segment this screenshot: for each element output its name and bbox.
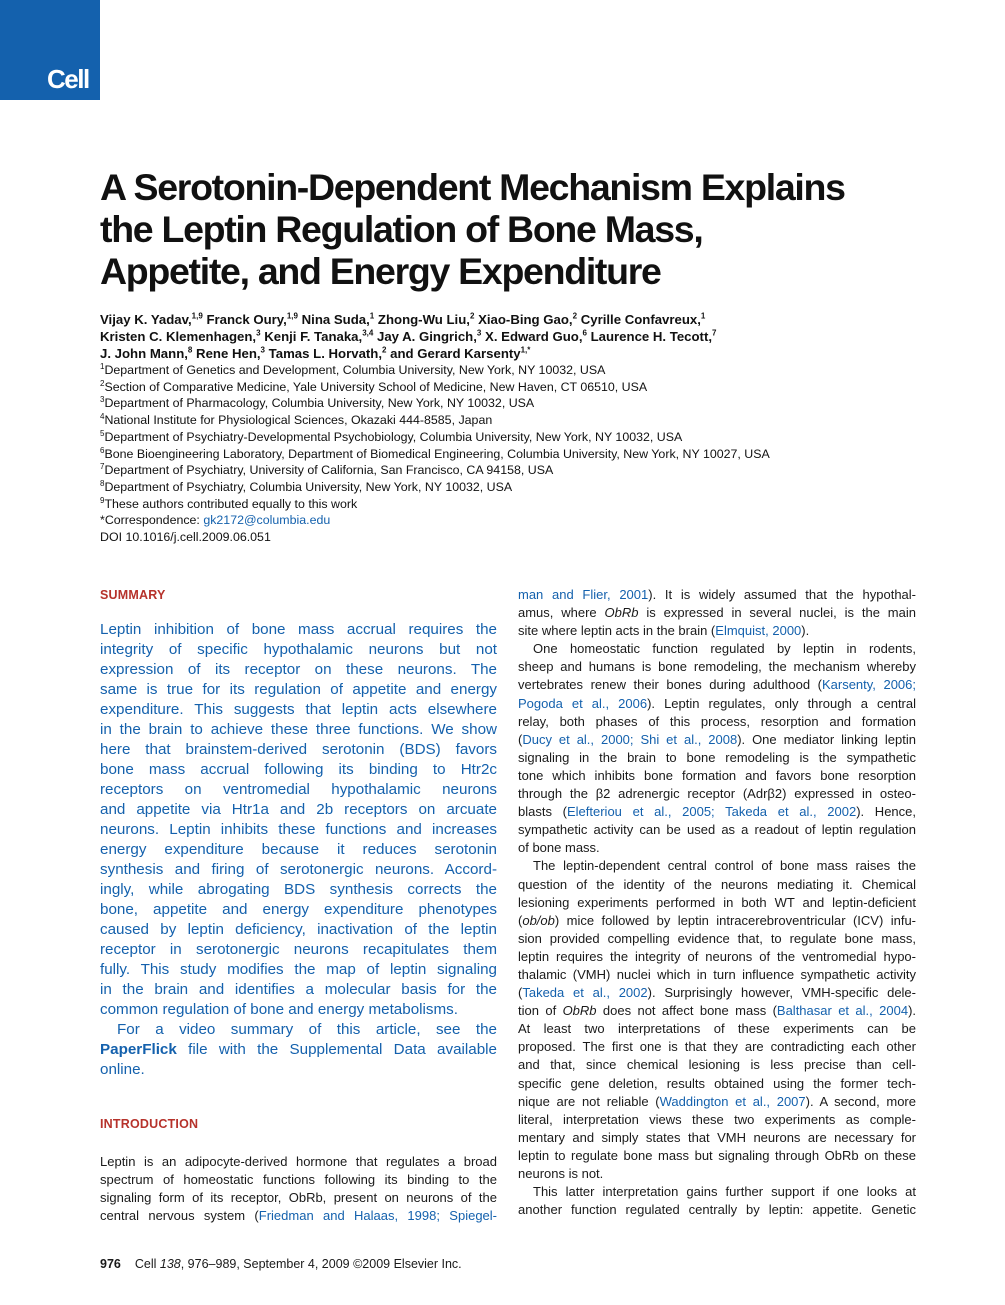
text-run: blasts ( [518, 804, 567, 820]
body-line [518, 676, 916, 694]
author-name: Vijay K. Yadav, [100, 312, 192, 327]
paperflick-link[interactable]: PaperFlick [100, 1041, 177, 1058]
citation-link[interactable]: Takeda et al., 2002 [522, 985, 648, 1001]
text-run: central nervous system ( [100, 1208, 259, 1224]
body-line [518, 1093, 916, 1111]
summary-heading: SUMMARY [100, 588, 166, 602]
summary-line: in the brain to achieve these three functions. We show [100, 721, 497, 738]
text-run: vertebrates renew their bones during adulthood ( [518, 677, 822, 693]
text-run: The leptin-dependent central control of bone mass raises the [533, 858, 916, 874]
author-line [100, 328, 900, 345]
affiliation-mark: 8 [100, 478, 105, 488]
text-run: specific gene deletion, results obtained using the former tech- [518, 1075, 916, 1091]
affiliation-line [100, 479, 940, 496]
text-run: sion provided compelling evidence that, to regulate bone mass, [518, 930, 916, 946]
affiliation-text: Department of Psychiatry-Developmental Psychobiology, Columbia University, New York, NY 10032, USA [104, 429, 683, 444]
author-affiliation-mark: 3 [260, 345, 265, 355]
text-run: At least two interpretations of these experiments can be [518, 1021, 916, 1037]
text-run: nique are not reliable ( [518, 1093, 660, 1109]
correspondence-label: *Correspondence: [100, 513, 204, 528]
summary-line: fully. This study modifies the map of leptin signaling [100, 961, 497, 978]
author-name: Franck Oury, [206, 312, 287, 327]
text-run: leptin to regulate bone mass but signaling through ObRb on these [518, 1147, 916, 1163]
author-name: Cyrille Confavreux, [580, 312, 701, 327]
body-line [518, 1165, 916, 1183]
author-affiliation-mark: 2 [382, 345, 387, 355]
author-affiliation-mark: 1,9 [191, 311, 203, 321]
text-run: signaling in the brain to bone remodeling is the sympathetic [518, 749, 916, 765]
author-name: Nina Suda, [301, 312, 370, 327]
affiliation-mark: 9 [100, 495, 105, 505]
text-run: ). Surprisingly however, VMH-specific dele- [647, 985, 916, 1001]
affiliation-line [100, 429, 940, 446]
affiliation-mark: 5 [100, 428, 105, 438]
affiliation-mark: 7 [100, 462, 105, 472]
summary-line: receptor in serotonergic neurons recapitulates them [100, 941, 497, 958]
page-number: 976 [100, 1257, 121, 1271]
body-line [518, 857, 916, 875]
author-name: Tamas L. Horvath, [268, 346, 383, 361]
body-line [518, 767, 916, 785]
text-run: and that, since chemical lesioning is less precise than cell- [518, 1057, 916, 1073]
italic-term: ObRb [562, 1003, 597, 1019]
journal-logo-text: Cell [47, 64, 89, 94]
author-affiliation-mark: 1,9 [286, 311, 298, 321]
text-run: Leptin is an adipocyte-derived hormone that regulates a broad [100, 1154, 497, 1169]
summary-line: expression of its receptor on these neurons. The [100, 661, 497, 678]
body-line [518, 1201, 916, 1219]
citation-link[interactable]: Friedman and Halaas, 1998; Spiegel- [258, 1208, 497, 1224]
italic-term: ob/ob [522, 912, 555, 928]
correspondence-email-link[interactable]: gk2172@columbia.edu [203, 513, 331, 528]
video-summary-line: PaperFlick file with the Supplemental Data available [100, 1041, 497, 1058]
text-run: tion of [518, 1003, 563, 1019]
summary-line: ingly, while abrogating BDS synthesis corrects the [100, 881, 497, 898]
citation-link[interactable]: Karsenty, 2006; [821, 677, 916, 693]
affiliation-line [100, 446, 940, 463]
affiliation-text: Department of Pharmacology, Columbia University, New York, NY 10032, USA [104, 396, 535, 411]
introduction-heading: INTRODUCTION [100, 1117, 199, 1131]
author-name: Xiao-Bing Gao, [478, 312, 573, 327]
author-name: J. John Mann, [100, 346, 188, 361]
body-line [518, 1075, 916, 1093]
affiliation-text: Bone Bioengineering Laboratory, Department of Biomedical Engineering, Columbia University, New York, NY 10027, USA [104, 446, 770, 461]
summary-line: Leptin inhibition of bone mass accrual requires the [100, 621, 497, 638]
affiliation-line [100, 395, 940, 412]
italic-term: ObRb [604, 605, 639, 621]
affiliation-text: Department of Psychiatry, Columbia University, New York, NY 10032, USA [104, 479, 513, 494]
summary-line: neurons. Leptin inhibits these functions and increases [100, 821, 497, 838]
footer-journal: Cell [134, 1257, 160, 1271]
affiliation-line [100, 496, 940, 513]
correspondence [100, 512, 940, 529]
author-name: Jay A. Gingrich, [376, 329, 477, 344]
footer-citation: , 976–989, September 4, 2009 ©2009 Elsevier Inc. [180, 1257, 462, 1271]
text-run: through the β2 adrenergic receptor (Adrβ2) expressed in osteo- [518, 786, 916, 802]
text-run: mentary and simply states that VMH neurons are necessary for [518, 1129, 916, 1145]
page-footer [100, 1257, 462, 1271]
text-run: neurons is not. [518, 1166, 604, 1181]
text-run: spectrum of homeostatic functions following its binding to the [100, 1172, 497, 1188]
text-run: relay, both phases of this process, resorption and formation [518, 713, 916, 729]
text-run: ). A second, more [805, 1093, 916, 1109]
author-affiliation-mark: 2 [469, 311, 475, 321]
body-line [518, 984, 916, 1002]
title-line: Appetite, and Energy Expenditure [100, 250, 661, 292]
body-line [518, 731, 916, 749]
author-affiliation-mark: 1 [369, 311, 375, 321]
body-line [518, 821, 916, 839]
body-line [518, 713, 916, 731]
body-line [518, 1002, 916, 1020]
summary-line: synthesis and firing of serotonergic neurons. Accord- [100, 861, 497, 878]
intro-line [100, 1207, 497, 1225]
author-affiliation-mark: 2 [572, 311, 578, 321]
text-run: signaling form of its receptor, ObRb, present on neurons of the [100, 1190, 497, 1206]
body-line [518, 785, 916, 803]
text-run: This latter interpretation gains further support if one looks at [533, 1184, 916, 1200]
summary-line: receptors on ventromedial hypothalamic neurons [100, 781, 497, 798]
author-name: Zhong-Wu Liu, [377, 312, 470, 327]
video-summary-line: online. [100, 1061, 145, 1078]
summary-line: in the brain and identifies a molecular basis for the [100, 981, 497, 998]
summary-line: and appetite via Htr1a and 2b receptors on arcuate [100, 801, 497, 818]
text-run: sympathetic activity can be used as a readout of leptin regulation [518, 822, 916, 838]
text-run: ( [518, 731, 523, 747]
affiliation-text: Department of Genetics and Development, Columbia University, New York, NY 10032, USA [104, 363, 606, 377]
body-line [518, 1038, 916, 1056]
intro-line [100, 1189, 497, 1207]
article-title [100, 166, 940, 292]
text-run: ( [518, 912, 523, 928]
introduction-left-column [100, 1153, 497, 1225]
text-run: amus, where [518, 605, 605, 621]
title-line: A Serotonin-Dependent Mechanism Explains [100, 166, 845, 208]
affiliation-text: These authors contributed equally to this work [104, 496, 358, 511]
author-line [100, 311, 900, 328]
affiliation-mark: 3 [100, 395, 105, 405]
doi: DOI 10.1016/j.cell.2009.06.051 [100, 530, 271, 545]
text-run: is expressed in several nuclei, is the main [638, 605, 916, 621]
text-run: lesioning experiments performed in both WT and leptin-deficient [518, 894, 916, 910]
summary-line: here that brainstem-derived serotonin (BDS) favors [100, 741, 497, 758]
intro-line [100, 1171, 497, 1189]
text-run: question of the identity of the neurons mediating it. Chemical [518, 876, 916, 892]
video-summary-line: For a video summary of this article, see the [117, 1021, 497, 1038]
affiliation-line [100, 412, 940, 429]
citation-link[interactable]: Ducy et al., 2000; Shi et al., 2008 [522, 731, 738, 747]
text-run: ). Hence, [856, 804, 916, 820]
author-affiliation-mark: 3 [256, 328, 261, 338]
body-line [518, 1056, 916, 1074]
body-line [518, 948, 916, 966]
body-line [518, 1111, 916, 1129]
summary-line: bone mass accrual following its binding to Htr2c [100, 761, 497, 778]
affiliation-mark: 2 [100, 378, 105, 388]
affiliation-text: National Institute for Physiological Sciences, Okazaki 444-8585, Japan [104, 413, 493, 428]
summary-line: integrity of specific hypothalamic neurons but not [100, 641, 497, 658]
body-line [518, 658, 916, 676]
body-line [518, 640, 916, 658]
summary-line: common regulation of bone and energy metabolisms. [100, 1001, 458, 1018]
author-name: Laurence H. Tecott, [590, 329, 713, 344]
text-run: does not affect bone mass ( [596, 1003, 777, 1019]
body-line [518, 1129, 916, 1147]
text-run: thalamic (VMH) nuclei which in turn influence sympathetic activity [518, 966, 916, 982]
author-affiliation-mark: 1 [700, 311, 706, 321]
text-run: ). One mediator linking leptin [737, 731, 916, 747]
intro-line [100, 1153, 497, 1171]
author-name: Kristen C. Klemenhagen, [100, 329, 257, 344]
affiliation-mark: 4 [100, 411, 105, 421]
citation-link[interactable]: Waddington et al., 2007 [659, 1093, 806, 1109]
body-line [518, 803, 916, 821]
affiliation-text: Section of Comparative Medicine, Yale University School of Medicine, New Haven, CT 06510, USA [104, 379, 648, 394]
text-run: ( [518, 985, 523, 1001]
affiliation-line [100, 462, 940, 479]
affiliation-mark: 1 [100, 361, 105, 371]
text-run: ). Leptin regulates, only through a central [647, 695, 917, 711]
author-affiliation-mark: 3 [476, 328, 482, 338]
text-run: proposed. The first one is that they are contradicting each other [518, 1039, 916, 1055]
text-run: leptin requires the integrity of neurons of the ventromedial hypo- [518, 948, 916, 964]
affiliations [100, 362, 940, 546]
author-name: Rene Hen, [196, 346, 261, 361]
summary-line: bone, appetite and energy expenditure phenotypes [100, 901, 497, 918]
text-run: ) mice followed by leptin intracerebroventricular (ICV) infu- [554, 912, 916, 928]
body-line [518, 749, 916, 767]
body-line [518, 839, 916, 857]
right-column [518, 586, 916, 1219]
text-run: ). [801, 623, 810, 639]
text-run: site where leptin acts in the brain ( [518, 623, 716, 639]
affiliation-text: Department of Psychiatry, University of California, San Francisco, CA 94158, USA [104, 463, 554, 478]
summary-text [100, 620, 497, 1080]
text-run: literal, interpretation views these two experiments as comple- [518, 1111, 916, 1127]
body-line [518, 586, 916, 604]
author-affiliation-mark: 7 [712, 328, 717, 338]
author-line [100, 345, 900, 362]
author-affiliation-mark: 1,* [520, 345, 531, 355]
body-line [518, 912, 916, 930]
text-run: sheep and humans is bone remodeling, the mechanism whereby [518, 659, 916, 675]
body-line [518, 930, 916, 948]
text-run: ). [908, 1003, 917, 1019]
affiliation-line [100, 379, 940, 396]
citation-link[interactable]: Elefteriou et al., 2005; Takeda et al., 2002 [566, 804, 857, 820]
text-run: of bone mass. [518, 840, 600, 856]
summary-line: same is true for its regulation of appetite and energy [100, 681, 497, 698]
text-run: One homeostatic function regulated by leptin in rodents, [533, 641, 916, 657]
author-affiliation-mark: 3,4 [362, 328, 374, 338]
summary-line: expenditure. This suggests that leptin acts elsewhere [100, 701, 497, 718]
affiliation-line [100, 362, 940, 379]
citation-link[interactable]: man and Flier, 2001 [518, 587, 649, 602]
summary-line: caused by leptin deficiency, inactivation of the leptin [100, 921, 497, 938]
journal-logo [0, 0, 100, 100]
affiliation-mark: 6 [100, 445, 105, 455]
body-line [518, 876, 916, 894]
citation-link[interactable]: Balthasar et al., 2004 [776, 1003, 909, 1019]
footer-volume: 138 [159, 1257, 181, 1271]
author-name: X. Edward Guo, [485, 329, 583, 344]
body-line [518, 622, 916, 640]
text-run: ). It is widely assumed that the hypothal- [648, 587, 916, 602]
body-line [518, 604, 916, 622]
body-line [518, 1147, 916, 1165]
body-line [518, 695, 916, 713]
text-run: tone which inhibits bone formation and favors bone resorption [518, 767, 916, 783]
summary-line: energy expenditure because it reduces serotonin [100, 841, 497, 858]
author-affiliation-mark: 8 [187, 345, 193, 355]
author-name: and Gerard Karsenty [390, 346, 521, 361]
body-line [518, 894, 916, 912]
body-line [518, 966, 916, 984]
author-name: Kenji F. Tanaka, [264, 329, 363, 344]
body-line [518, 1020, 916, 1038]
citation-link[interactable]: Elmquist, 2000 [715, 623, 802, 639]
author-affiliation-mark: 6 [582, 328, 587, 338]
body-line [518, 1183, 916, 1201]
author-list [100, 311, 900, 362]
title-line: the Leptin Regulation of Bone Mass, [100, 208, 703, 250]
citation-link[interactable]: Pogoda et al., 2006 [518, 695, 648, 711]
text-run: another function regulated centrally by leptin: appetite. Genetic [518, 1202, 916, 1218]
